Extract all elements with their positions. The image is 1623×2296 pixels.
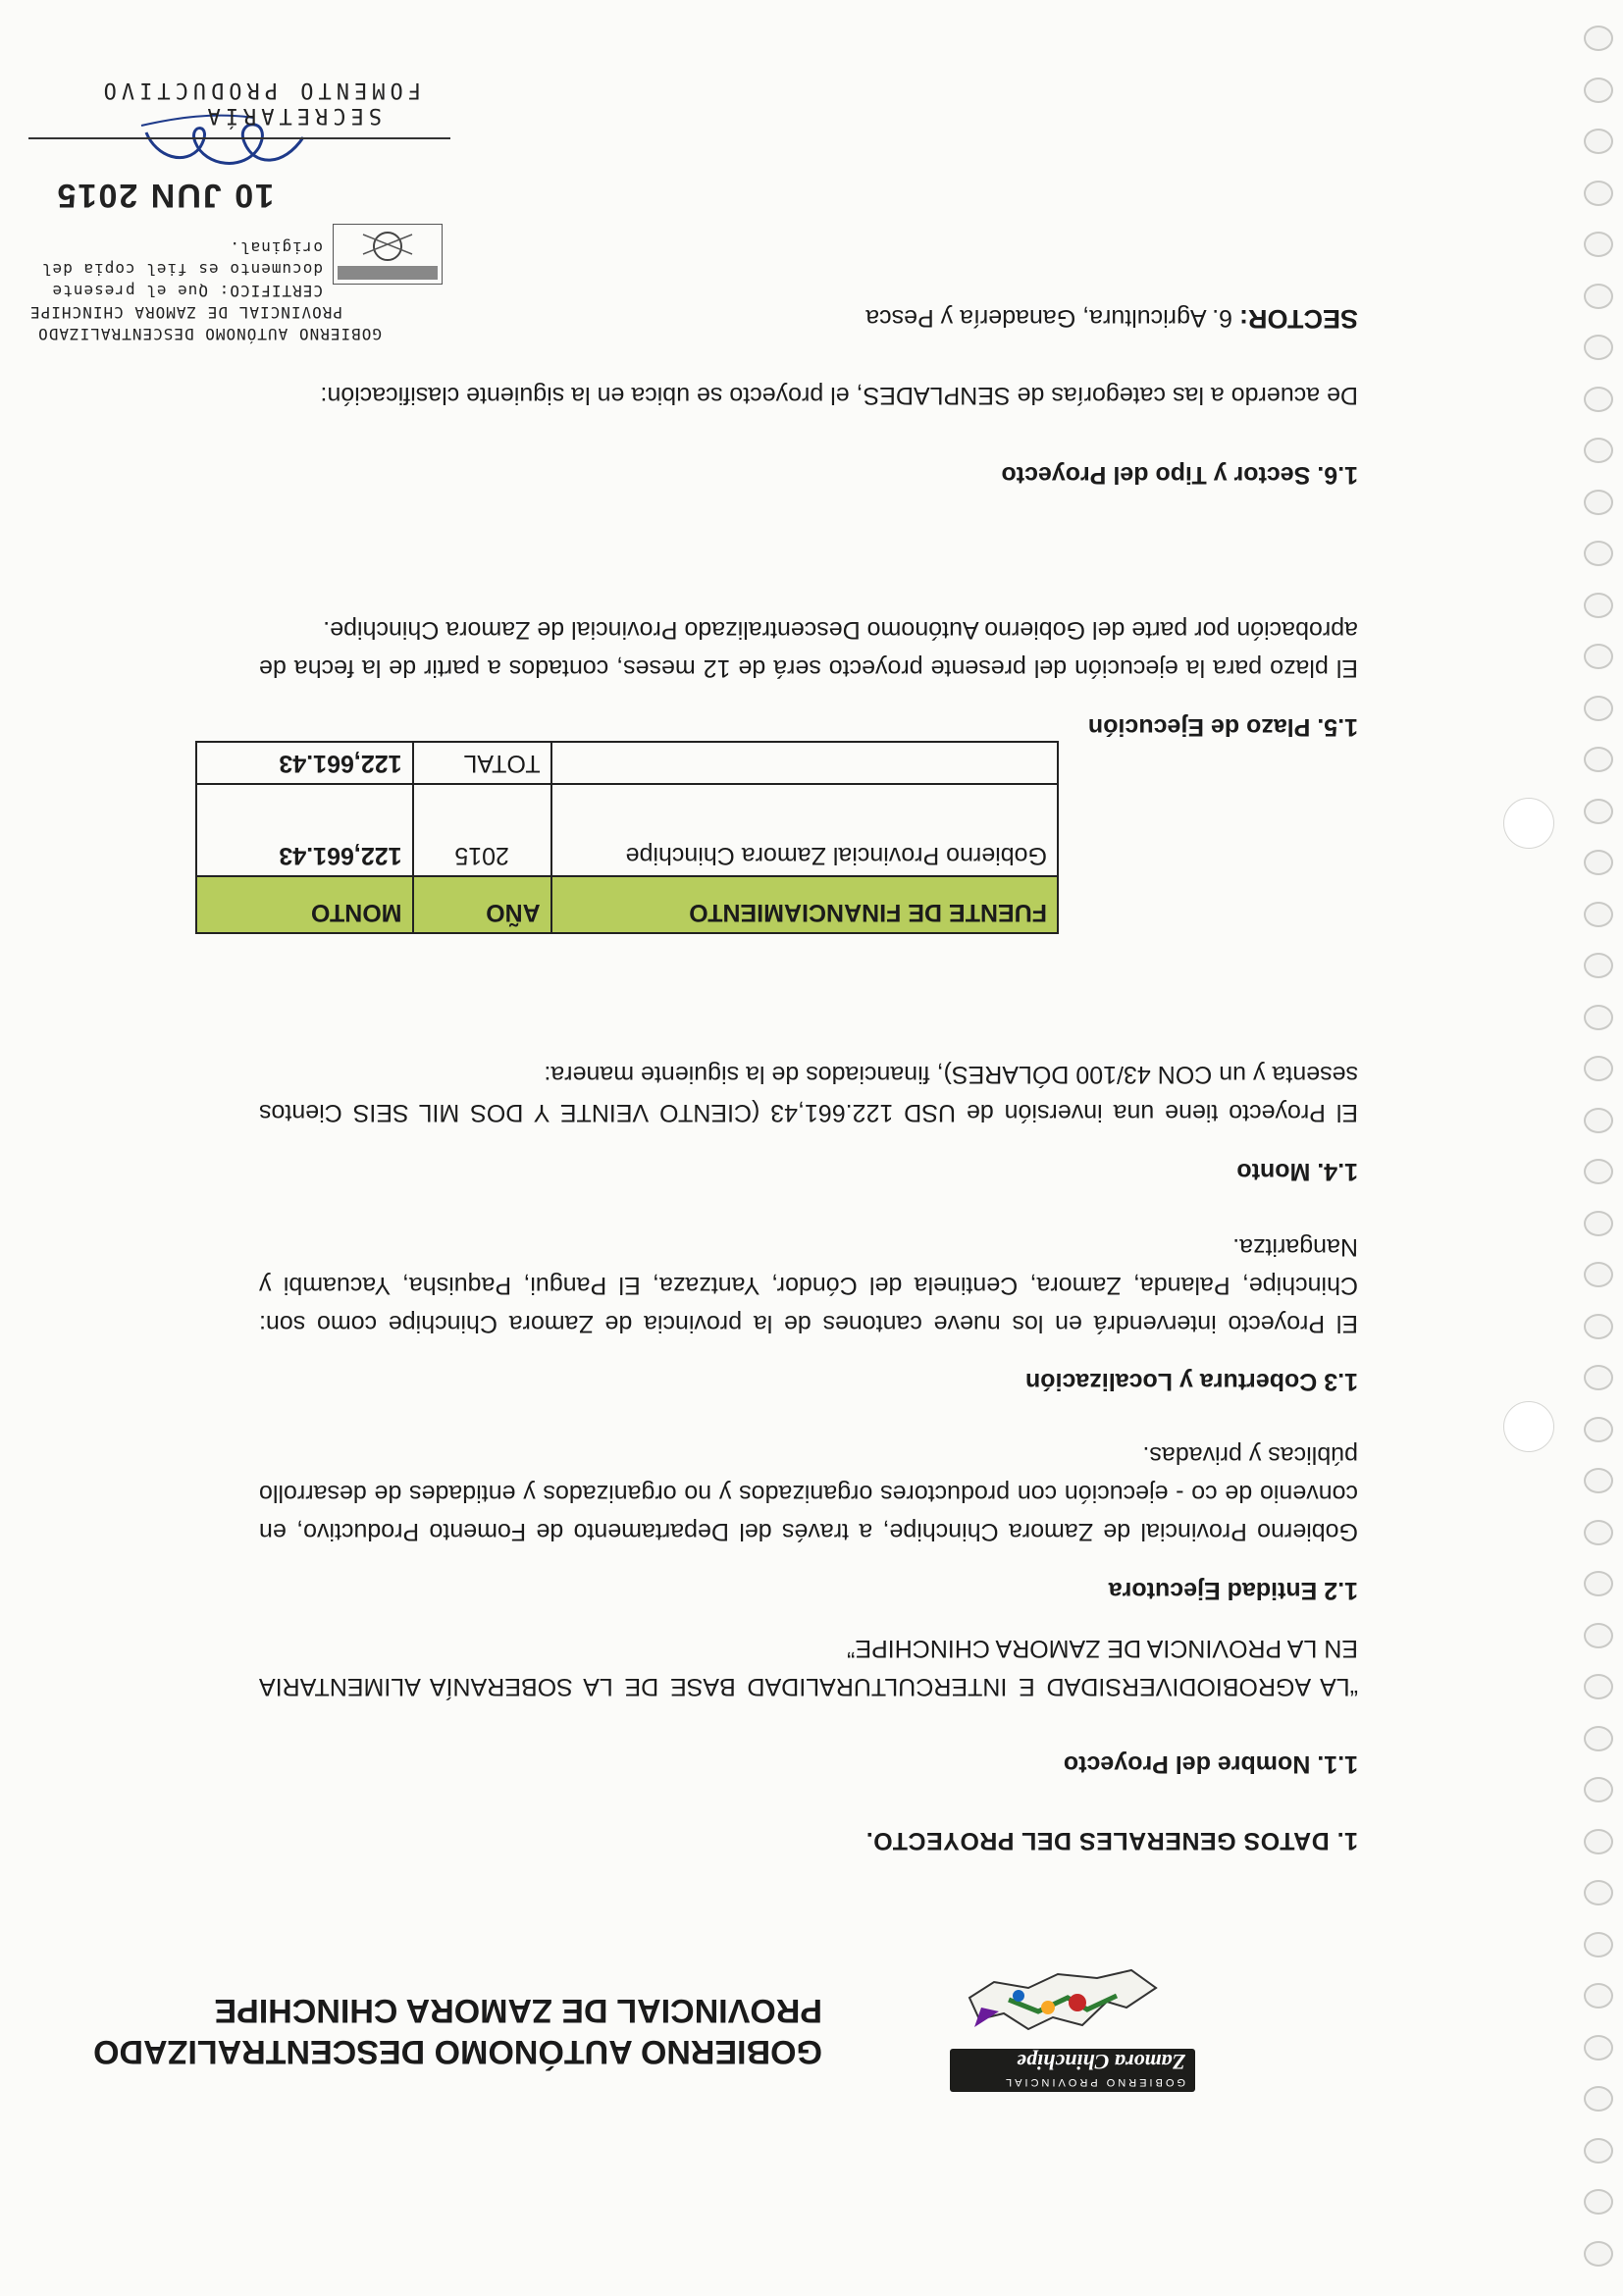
binder-hole xyxy=(1584,1675,1613,1700)
subsection-title: 1.5. Plazo de Ejecución xyxy=(1087,713,1358,741)
certification-stamp xyxy=(29,10,450,343)
binder-hole xyxy=(1584,1726,1613,1751)
binder-hole xyxy=(1584,799,1613,824)
table-header-row xyxy=(196,876,1058,933)
column-header: FUENTE DE FINANCIAMIENTO xyxy=(551,876,1058,933)
binder-hole xyxy=(1584,1417,1613,1442)
subsection-title: 1.2 Entidad Ejecutora xyxy=(1108,1577,1358,1604)
binder-hole xyxy=(1584,490,1613,515)
sector-intro-text: De acuerdo a las categorías de SENPLADES, el proyecto se ubica en la siguiente clasificación: xyxy=(320,382,1358,409)
provincial-logo xyxy=(950,1964,1195,2092)
table-cell-year: 2015 xyxy=(413,784,551,876)
subsection-title: 1.4. Monto xyxy=(1236,1158,1358,1185)
sector-value: 6. Agricultura, Ganadería y Pesca xyxy=(865,304,1239,332)
binder-hole xyxy=(1584,439,1613,464)
subsection-title: 1.3 Cobertura y Localización xyxy=(1025,1368,1358,1395)
binder-hole xyxy=(1584,2035,1613,2061)
binder-hole xyxy=(1584,284,1613,309)
logo-line-1: GOBIERNO PROVINCIAL xyxy=(1003,2076,1185,2088)
table-cell-empty xyxy=(551,742,1058,784)
org-name-line-1: GOBIERNO AUTÓNOMO DESCENTRALIZADO xyxy=(93,2033,822,2070)
binder-hole xyxy=(1584,954,1613,979)
binder-hole xyxy=(1584,851,1613,876)
stamp-line-4: documento es fiel copia del xyxy=(40,260,323,279)
binder-hole xyxy=(1584,2138,1613,2164)
binder-hole xyxy=(1584,78,1613,103)
project-name-text: “LA AGROBIODIVERSIDAD E INTERCULTURALIDAD BASE DE LA SOBERANÍA ALIMENTARIA EN LA PROVINCIA DE ZAMORA CHINCHIPE” xyxy=(259,1635,1358,1700)
binder-hole xyxy=(1584,593,1613,618)
table-total-row xyxy=(196,742,1058,784)
binder-holes xyxy=(1574,0,1613,2296)
subsection-title: 1.1. Nombre del Proyecto xyxy=(1063,1750,1358,1778)
binder-hole xyxy=(1584,1984,1613,2009)
total-label: TOTAL xyxy=(413,742,551,784)
table-cell-amount: 122,661.43 xyxy=(196,784,413,876)
binder-hole xyxy=(1584,181,1613,206)
column-header: MONTO xyxy=(196,876,413,933)
binder-hole xyxy=(1584,1881,1613,1906)
sector-label: SECTOR: xyxy=(1238,304,1358,334)
binder-hole xyxy=(1584,1057,1613,1082)
section-title: 1. DATOS GENERALES DEL PROYECTO. xyxy=(865,1827,1358,1854)
binder-hole xyxy=(1584,336,1613,361)
binder-hole xyxy=(1584,1108,1613,1133)
binder-hole xyxy=(1584,1314,1613,1339)
binder-hole xyxy=(1584,748,1613,773)
binder-hole xyxy=(1584,902,1613,927)
binder-hole xyxy=(1584,1829,1613,1854)
stamp-office-2: FOMENTO PRODUCTIVO xyxy=(98,78,421,102)
binder-hole xyxy=(1584,1520,1613,1545)
funding-table xyxy=(195,741,1059,934)
binder-hole xyxy=(1584,1572,1613,1597)
binder-hole xyxy=(1584,1778,1613,1803)
binder-hole xyxy=(1584,26,1613,52)
table-cell-source: Gobierno Provincial Zamora Chinchipe xyxy=(551,784,1058,876)
logo-line-2: Zamora Chinchipe xyxy=(1017,2050,1185,2074)
coverage-text: El Proyecto intervendrá en los nueve cantones de la provincia de Zamora Chinchipe como son: Chinchipe, Palanda, Zamora, Centinela del Cóndor, Yantzaza, El Pangui, Paquisha, Yacuambi y Nangaritza. xyxy=(259,1233,1358,1337)
stamp-line-5: original. xyxy=(229,238,323,257)
binder-hole xyxy=(1584,387,1613,412)
document-header xyxy=(93,1955,1195,2102)
punch-hole xyxy=(1503,1401,1554,1452)
binder-hole xyxy=(1584,1211,1613,1236)
binder-hole xyxy=(1584,2087,1613,2113)
binder-hole xyxy=(1584,130,1613,155)
stamp-line-2: PROVINCIAL DE ZAMORA CHINCHIPE xyxy=(29,303,342,322)
binder-hole xyxy=(1584,1623,1613,1648)
stamp-office-1: SECRETARÍA xyxy=(202,103,382,128)
stamp-line-3: CERTIFICO: Que el presente xyxy=(51,282,323,300)
table-row xyxy=(196,784,1058,876)
binder-hole xyxy=(1584,1005,1613,1030)
binder-hole xyxy=(1584,696,1613,721)
binder-hole xyxy=(1584,1469,1613,1494)
amount-text: El Proyecto tiene una inversión de USD 122.661,43 (CIENTO VEINTE Y DOS MIL SEIS Cientos sesenta y un CON 43/100 DÓLARES), financiados de la siguiente manera: xyxy=(259,1061,1358,1126)
binder-hole xyxy=(1584,645,1613,670)
term-text: El plazo para la ejecución del presente proyecto será de 12 meses, contados a partir de la fecha de aprobación por parte del Gobierno Autónomo Descentralizado Provincial de Zamora Chinchipe. xyxy=(259,616,1358,682)
sector-line xyxy=(865,303,1358,334)
stamp-rule xyxy=(28,137,450,139)
logo-band xyxy=(950,2049,1195,2092)
column-header: AÑO xyxy=(413,876,551,933)
province-map-icon xyxy=(960,1964,1176,2047)
subsection-title: 1.6. Sector y Tipo del Proyecto xyxy=(1001,461,1358,489)
binder-hole xyxy=(1584,1160,1613,1185)
total-value: 122,661.43 xyxy=(196,742,413,784)
binder-hole xyxy=(1584,542,1613,567)
stamp-date: 10 JUN 2015 xyxy=(55,177,274,214)
organization-name xyxy=(77,1990,822,2072)
binder-hole xyxy=(1584,233,1613,258)
binder-hole xyxy=(1584,1932,1613,1957)
official-seal xyxy=(333,224,443,285)
stamp-line-1: GOBIERNO AUTÓNOMO DESCENTRALIZADO xyxy=(37,325,382,343)
binder-hole xyxy=(1584,1263,1613,1288)
org-name-line-2: PROVINCIAL DE ZAMORA CHINCHIPE xyxy=(214,1992,822,2029)
binder-hole xyxy=(1584,1366,1613,1391)
binder-hole xyxy=(1584,2241,1613,2267)
executing-entity-text: Gobierno Provincial de Zamora Chinchipe, a través del Departamento de Fomento Productivo, en convenio de co - ejecución con productores organizados y no organizados y entidades de desarrollo públicas y privadas. xyxy=(259,1441,1358,1545)
punch-hole xyxy=(1503,798,1554,849)
binder-hole xyxy=(1584,2190,1613,2216)
